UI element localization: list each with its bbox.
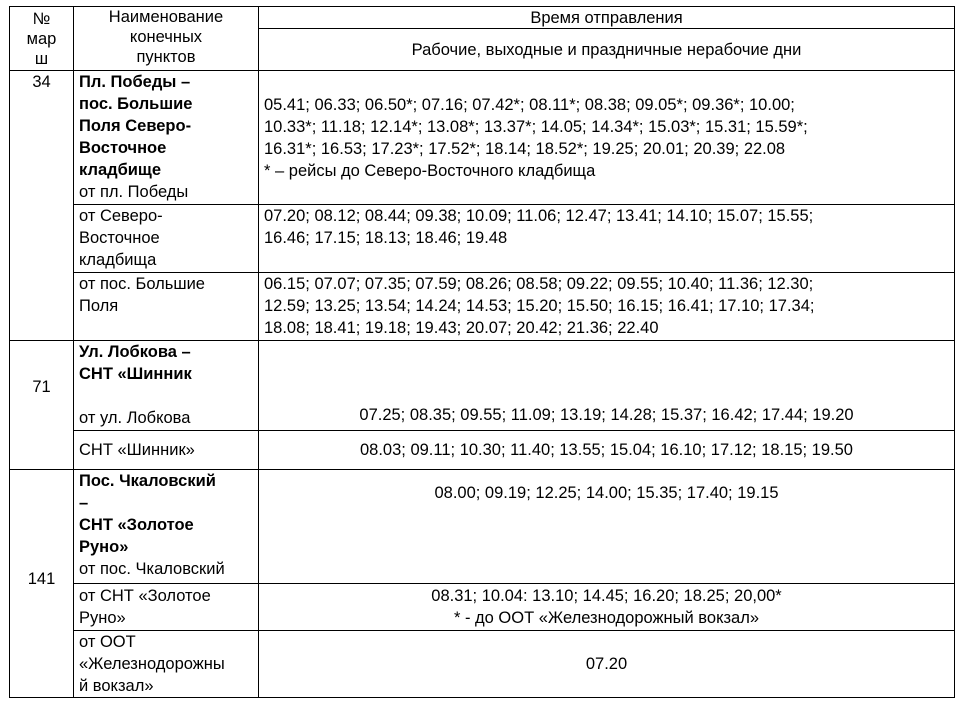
header-row [10, 7, 955, 29]
table-row [10, 431, 955, 469]
table-row [10, 272, 955, 340]
departure-point: СНТ «Шинник» [74, 431, 259, 469]
departure-times: 07.25; 08.35; 09.55; 11.09; 13.19; 14.28; 15.37; 16.42; 17.44; 19.20 [259, 340, 955, 431]
departure-times: 08.31; 10.04: 13.10; 14.45; 16.20; 18.25; 20,00* * - до ООТ «Железнодорожный вокзал» [259, 584, 955, 630]
table-row [10, 469, 955, 584]
departure-times: 06.15; 07.07; 07.35; 07.59; 08.26; 08.58; 09.22; 09.55; 10.40; 11.36; 12.30; 12.59; 13.25; 13.54; 14.24; 14.53; 15.20; 15.50; 16.15; 16.41; 17.10; 17.34; 18.08; 18.41; 19.18; 19.43; 20.07; 20.42; 21.36; 22.40 [259, 272, 955, 340]
departure-times: 08.03; 09.11; 10.30; 11.40; 13.55; 15.04; 16.10; 17.12; 18.15; 19.50 [259, 431, 955, 469]
route-number: 71 [10, 340, 74, 469]
departure-times: 05.41; 06.33; 06.50*; 07.16; 07.42*; 08.11*; 08.38; 09.05*; 09.36*; 10.00; 10.33*; 11.18; 12.14*; 13.08*; 13.37*; 14.05; 14.34*; 15.03*; 15.31; 15.59*; 16.31*; 16.53; 17.23*; 17.52*; 18.14; 18.52*; 19.25; 20.01; 20.39; 22.08 * – рейсы до Северо-Восточного кладбища [259, 71, 955, 205]
table-row [10, 584, 955, 630]
table-row [10, 630, 955, 697]
table-row [10, 205, 955, 272]
header-day-types: Рабочие, выходные и праздничные нерабочие дни [259, 29, 955, 71]
schedule-table [9, 6, 955, 698]
header-departure-time: Время отправления [259, 7, 955, 29]
route-number: 141 [10, 469, 74, 697]
departure-point: от СНТ «Золотое Руно» [74, 584, 259, 630]
departure-point: от Северо- Восточное кладбища [74, 205, 259, 272]
table-row [10, 340, 955, 431]
departure-times: 07.20; 08.12; 08.44; 09.38; 10.09; 11.06; 12.47; 13.41; 14.10; 15.07; 15.55; 16.46; 17.15; 18.13; 18.46; 19.48 [259, 205, 955, 272]
header-route-number: № мар ш [10, 7, 74, 71]
departure-times: 07.20 [259, 630, 955, 697]
route-endpoints: Ул. Лобкова – СНТ «Шинник от ул. Лобкова [74, 340, 259, 431]
route-endpoints: Пл. Победы – пос. Большие Поля Северо- Восточное кладбище от пл. Победы [74, 71, 259, 205]
departure-point: от ООТ «Железнодорожны й вокзал» [74, 630, 259, 697]
route-endpoints: Пос. Чкаловский – СНТ «Золотое Руно» от пос. Чкаловский [74, 469, 259, 584]
route-number: 34 [10, 71, 74, 341]
table-row [10, 71, 955, 205]
departure-point: от пос. Большие Поля [74, 272, 259, 340]
header-endpoint-names: Наименование конечных пунктов [74, 7, 259, 71]
departure-times: 08.00; 09.19; 12.25; 14.00; 15.35; 17.40; 19.15 [259, 469, 955, 584]
